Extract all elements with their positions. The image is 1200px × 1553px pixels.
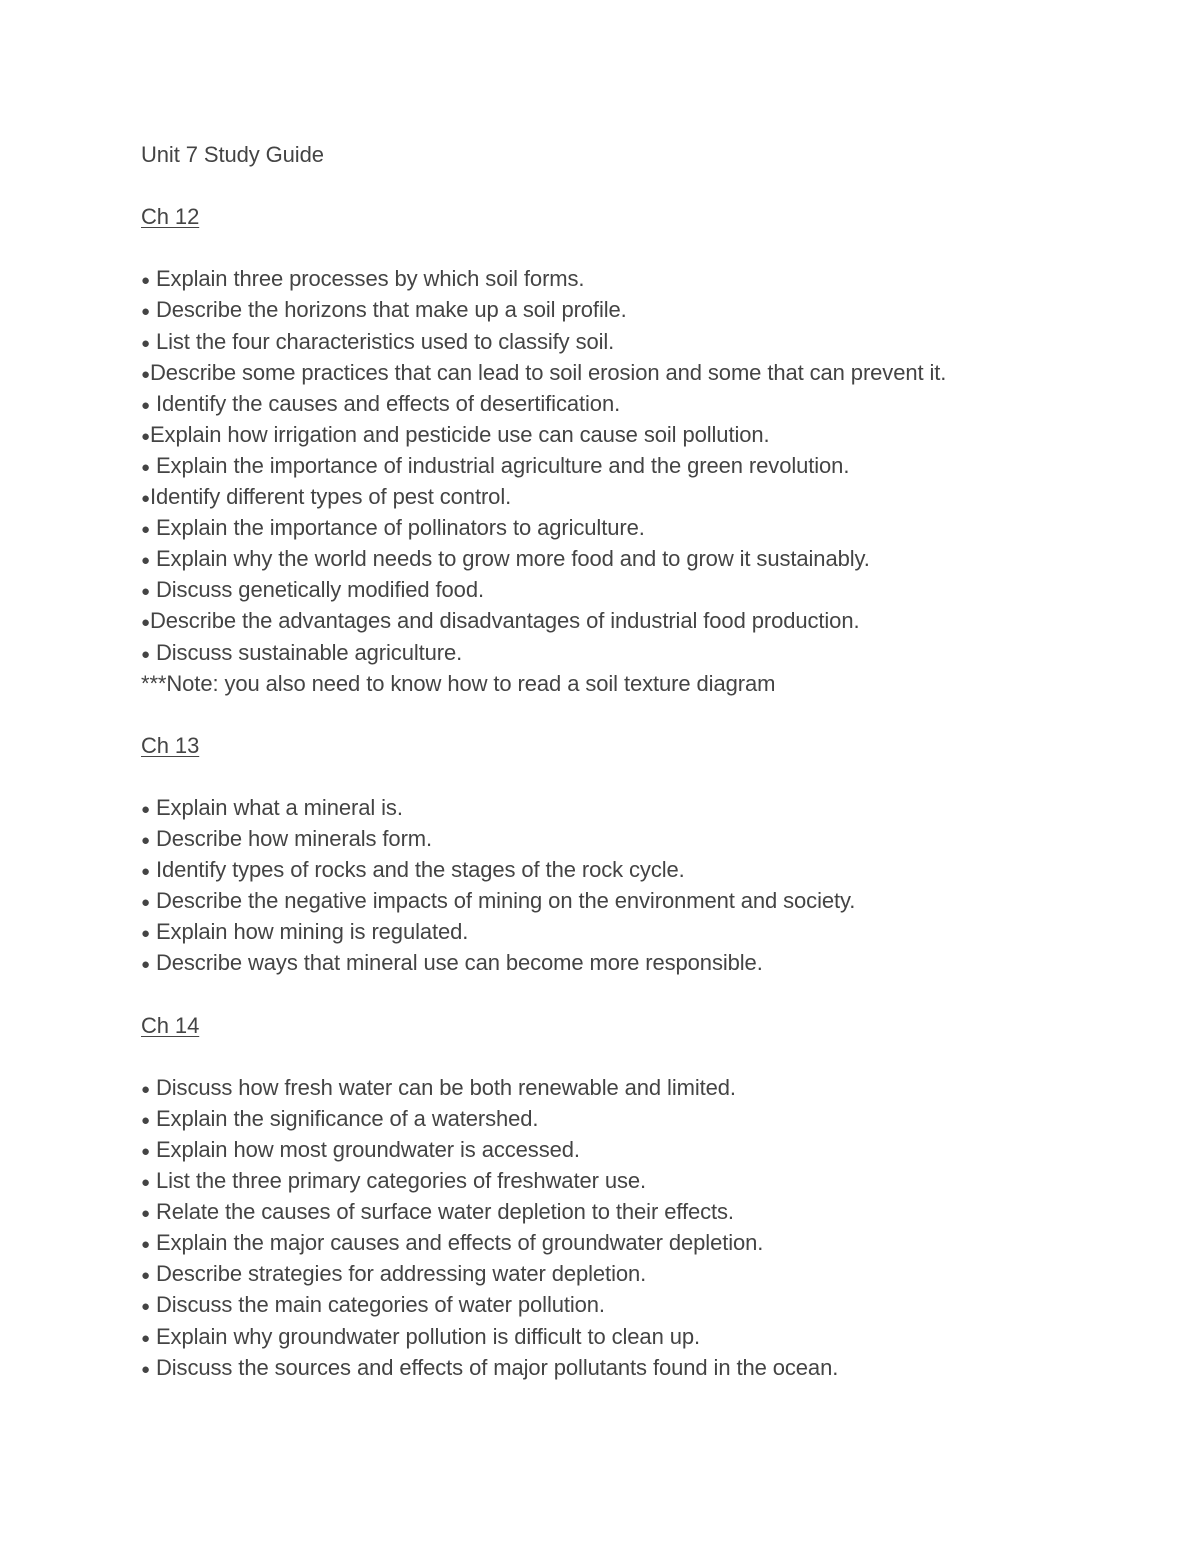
list-item-text: Describe the negative impacts of mining on the environment and society. — [155, 888, 856, 914]
list-item — [141, 854, 1141, 885]
bullet-icon: ● — [141, 1080, 150, 1098]
list-item — [141, 326, 1141, 357]
list-item-text: Explain how mining is regulated. — [155, 919, 469, 945]
list-item — [141, 1072, 1141, 1103]
list-item — [141, 947, 1141, 978]
bullet-icon: ● — [141, 396, 150, 414]
list-item-text: ***Note: you also need to know how to read a soil texture diagram — [141, 670, 776, 696]
bullet-icon: ● — [141, 925, 150, 943]
list-item — [141, 388, 1141, 419]
list-item — [141, 605, 1141, 636]
bullet-icon: ● — [141, 1143, 150, 1160]
list-item — [141, 263, 1141, 294]
list-item — [141, 1103, 1141, 1134]
bullet-icon: ● — [141, 1360, 150, 1378]
section-ch-12 — [141, 201, 1141, 699]
bullet-icon: ● — [141, 614, 150, 632]
list-item-text: Relate the causes of surface water depletion to their effects. — [155, 1199, 734, 1225]
list-item — [141, 823, 1141, 854]
bullet-icon: ● — [141, 303, 150, 321]
list-item — [141, 450, 1141, 481]
list-item — [141, 574, 1141, 605]
section-heading: Ch 12 — [141, 204, 200, 230]
bullet-icon: ● — [141, 1267, 150, 1285]
document-page — [141, 139, 1141, 1383]
list-item-text: Describe the horizons that make up a soil profile. — [155, 297, 627, 323]
bullet-icon: ● — [141, 490, 150, 508]
list-item-text: Explain why the world needs to grow more food and to grow it sustainably. — [155, 546, 870, 572]
list-item — [141, 481, 1141, 512]
bullet-icon: ● — [141, 800, 150, 818]
bullet-icon: ● — [141, 1329, 150, 1347]
list-item-text: Discuss how fresh water can be both renewable and limited. — [155, 1074, 736, 1100]
sections-container — [141, 201, 1141, 1383]
list-item-text: Explain how irrigation and pesticide use can cause soil pollution. — [149, 421, 770, 447]
objective-list — [141, 792, 1141, 979]
list-item-text: Identify different types of pest control. — [149, 484, 512, 510]
list-item — [141, 1196, 1141, 1227]
list-item-text: Describe the advantages and disadvantages of industrial food production. — [149, 608, 860, 634]
list-item — [141, 1258, 1141, 1289]
document-title: Unit 7 Study Guide — [141, 142, 324, 167]
list-item-text: Explain the significance of a watershed. — [155, 1105, 539, 1131]
bullet-icon: ● — [141, 427, 150, 445]
section-heading: Ch 14 — [141, 1012, 200, 1038]
list-item-text: List the four characteristics used to classify soil. — [155, 328, 615, 354]
bullet-icon: ● — [141, 894, 150, 912]
list-item-text: Explain why groundwater pollution is difficult to clean up. — [155, 1323, 700, 1349]
list-item — [141, 543, 1141, 574]
bullet-icon: ● — [141, 1174, 150, 1192]
bullet-icon: ● — [141, 1205, 150, 1223]
list-item-text: Discuss sustainable agriculture. — [155, 639, 463, 665]
list-item-text: Discuss genetically modified food. — [155, 577, 484, 603]
bullet-icon: ● — [141, 645, 150, 663]
list-item — [141, 637, 1141, 668]
bullet-icon: ● — [141, 365, 150, 383]
section-ch-13 — [141, 730, 1141, 979]
bullet-icon: ● — [141, 334, 150, 352]
bullet-icon: ● — [141, 583, 150, 601]
list-item — [141, 1134, 1141, 1165]
list-item — [141, 1227, 1141, 1258]
list-item-text: Discuss the sources and effects of major pollutants found in the ocean. — [155, 1354, 839, 1380]
list-item — [141, 885, 1141, 916]
list-item — [141, 357, 1141, 388]
bullet-icon: ● — [141, 521, 150, 539]
list-item-text: Explain three processes by which soil forms. — [155, 266, 585, 292]
bullet-icon: ● — [141, 1298, 150, 1316]
list-item-text: Discuss the main categories of water pollution. — [155, 1292, 605, 1318]
note-item — [141, 668, 1141, 699]
list-item-text: List the three primary categories of freshwater use. — [155, 1168, 647, 1194]
section-ch-14 — [141, 1010, 1141, 1383]
section-heading: Ch 13 — [141, 732, 200, 758]
list-item-text: Describe strategies for addressing water depletion. — [155, 1261, 647, 1287]
bullet-icon: ● — [141, 956, 150, 974]
bullet-icon: ● — [141, 863, 150, 881]
list-item — [141, 916, 1141, 947]
bullet-icon: ● — [141, 272, 150, 290]
list-item — [141, 1165, 1141, 1196]
bullet-icon: ● — [141, 458, 150, 476]
list-item-text: Explain the importance of industrial agriculture and the green revolution. — [155, 452, 850, 478]
list-item-text: Describe some practices that can lead to soil erosion and some that can prevent it. — [149, 359, 947, 385]
bullet-icon: ● — [141, 1236, 150, 1254]
list-item-text: Identify the causes and effects of desertification. — [155, 390, 621, 416]
list-item-text: Explain how most groundwater is accessed. — [155, 1137, 580, 1162]
list-item — [141, 512, 1141, 543]
bullet-icon: ● — [141, 1111, 150, 1129]
list-item — [141, 1352, 1141, 1383]
list-item — [141, 792, 1141, 823]
list-item-text: Explain the major causes and effects of groundwater depletion. — [155, 1230, 764, 1256]
objective-list — [141, 1072, 1141, 1383]
list-item-text: Explain what a mineral is. — [155, 794, 403, 820]
list-item-text: Identify types of rocks and the stages of the rock cycle. — [155, 857, 685, 883]
list-item-text: Describe how minerals form. — [155, 826, 433, 852]
objective-list — [141, 263, 1141, 698]
list-item — [141, 294, 1141, 325]
bullet-icon: ● — [141, 832, 150, 850]
list-item — [141, 1289, 1141, 1320]
list-item — [141, 419, 1141, 450]
list-item-text: Explain the importance of pollinators to agriculture. — [155, 515, 645, 541]
list-item — [141, 1321, 1141, 1352]
list-item-text: Describe ways that mineral use can become more responsible. — [155, 950, 763, 976]
bullet-icon: ● — [141, 552, 150, 570]
